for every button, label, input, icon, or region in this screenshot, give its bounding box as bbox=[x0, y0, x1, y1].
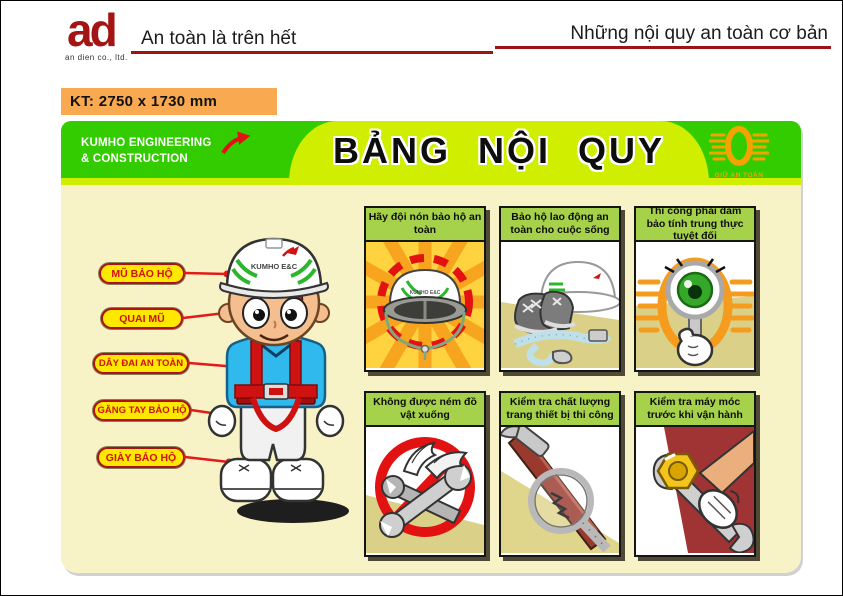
document-title: Những nội quy an toàn cơ bản bbox=[570, 23, 828, 44]
safety-tagline: An toàn là trên hết bbox=[141, 28, 297, 49]
rule-panel-3 bbox=[634, 206, 756, 372]
rule-panel-4 bbox=[364, 391, 486, 557]
inspect-hammer-illustration bbox=[501, 427, 619, 553]
worker-character bbox=[201, 229, 351, 534]
header-strip bbox=[61, 178, 801, 185]
panel-2-title: Bảo hộ lao động an toàn cho cuộc sống bbox=[501, 208, 619, 242]
right-red-rule bbox=[495, 46, 831, 49]
company-logo-subtext: an dien co., ltd. bbox=[65, 53, 128, 62]
rule-panel-2 bbox=[499, 206, 621, 372]
org-name bbox=[81, 136, 212, 167]
ppe-set-illustration bbox=[501, 242, 619, 368]
label-safety-belt: DÂY ĐAI AN TOÀN bbox=[93, 353, 189, 374]
safety-logo-caption: GIỮ AN TOÀN bbox=[714, 172, 764, 179]
panel-6-title: Kiểm tra máy móc trước khi vận hành bbox=[636, 393, 754, 427]
panel1-helmet-text: KUMHO E&C bbox=[409, 290, 441, 296]
rule-panel-1 bbox=[364, 206, 486, 372]
label-helmet: MŨ BẢO HỘ bbox=[99, 263, 185, 284]
label-boots: GIÀY BẢO HỘ bbox=[97, 447, 185, 468]
dimension-badge: KT: 2750 x 1730 mm bbox=[61, 88, 277, 115]
label-chinstrap: QUAI MŨ bbox=[101, 308, 183, 329]
helmet-brand-text: KUMHO E&C bbox=[250, 262, 298, 271]
eye-magnifier-illustration bbox=[636, 242, 754, 368]
kumho-arrow-icon bbox=[221, 131, 251, 157]
wrench-nut-illustration bbox=[636, 427, 754, 553]
safety-oval-icon bbox=[709, 125, 769, 169]
board-header bbox=[61, 121, 801, 185]
label-gloves: GĂNG TAY BẢO HỘ bbox=[93, 400, 191, 421]
panel-5-title: Kiểm tra chất lượng trang thiết bị thi công bbox=[501, 393, 619, 427]
panel-4-title: Không được ném đồ vật xuống bbox=[366, 393, 484, 427]
safety-helmet-sunburst-illustration bbox=[366, 242, 484, 368]
org-line2: & CONSTRUCTION bbox=[81, 152, 188, 165]
board-title: BẢNG NỘI QUY bbox=[332, 130, 665, 171]
panel-3-title: Thi công phải đảm bảo tính trung thực tuyệt đối bbox=[636, 208, 754, 242]
rule-panel-6 bbox=[634, 391, 756, 557]
safety-board bbox=[61, 121, 801, 573]
safety-eye-logo bbox=[709, 125, 769, 179]
panel-1-title: Hãy đội nón bảo hộ an toàn bbox=[366, 208, 484, 242]
company-logo: ad bbox=[67, 4, 115, 56]
left-red-rule bbox=[131, 51, 493, 54]
no-throwing-tools-illustration bbox=[366, 427, 484, 553]
org-line1: KUMHO ENGINEERING bbox=[81, 137, 212, 149]
rule-panel-5 bbox=[499, 391, 621, 557]
